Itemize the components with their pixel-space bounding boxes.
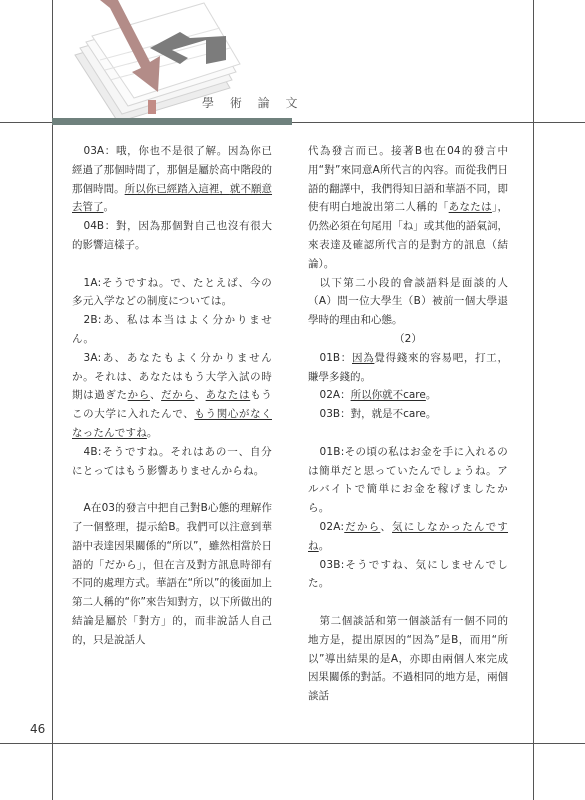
- dialogue-03A: 03A：哦，你也不是很了解。因為你已經過了那個時間了，那個是屬於高中階段的那個時間。所以你已經踏入這裡，就不願意去管了。: [72, 145, 273, 214]
- jp-line-02A: 02A:だから、気にしなかったんですね。: [308, 520, 509, 552]
- jp-line-3A: 3A:あ、あなたもよく分かりませんか。それは、あなたはもう大学入試の時期は過ぎたから、だから、あなたはもうこの大学に入れたんで、もう関心がなくなったんですね。: [72, 351, 273, 439]
- dialogue-02A: 02A：所以你就不care。: [319, 389, 437, 402]
- header-accent-bar: [52, 118, 292, 125]
- jp-line-4B: 4B:そうですね。それはあの一、自分にとってはもう影響ありませんからね。: [72, 445, 272, 477]
- jp-line-03B: 03B:そうですね、気にしませんでした。: [308, 558, 508, 590]
- jp-line-1A: 1A:そうですね。で、たとえば、今の多元入学などの制度については。: [72, 276, 272, 308]
- dialogue-04B: 04B：對，因為那個對自己也沒有很大的影響這樣子。: [72, 220, 272, 251]
- example-marker: （2）: [394, 332, 422, 345]
- dialogue-03B: 03B：對，就是不care。: [319, 408, 437, 421]
- bottom-frame-rule: [0, 743, 585, 744]
- analysis-paragraph-continued: 代為發言而已。接著B也在04的發言中用“對”來同意A所代言的內容。而從我們日語的翻譯中，我們得知日語和華語不同，即使有明白地說出第二人稱的「あなたは」，仍然必須在句尾用「ね」或其他的語氣詞，來表達及確認所代言的是對方的訊息（結論）。: [308, 145, 509, 270]
- jp-line-2B: 2B:あ、私は本当はよく分かりません。: [72, 314, 272, 345]
- left-column: [72, 142, 272, 650]
- section-label: 學 術 論 文: [202, 96, 304, 110]
- right-frame-rule: [533, 0, 534, 800]
- analysis-paragraph-2: 第二個談話和第一個談話有一個不同的地方是，提出原因的“因為”是B，而用“所以”導出結果的是A，亦即由兩個人來完成因果關係的對話。不過相同的地方是，兩個談話: [308, 614, 508, 703]
- jp-line-01B: 01B:その頃の私はお金を手に入れるのは簡単だと思っていたんでしょうね。アルバイトで簡単にお金を稼げましたから。: [308, 445, 508, 515]
- dialogue-01B: 01B：因為覺得錢來的容易吧，打工，賺學多錢的。: [308, 351, 508, 383]
- analysis-paragraph-1: A在03的發言中把自己對B心態的理解作了一個整理，提示給B。我們可以注意到華語中表達因果關係的“所以”，雖然相當於日語的「だから」，但在言及對方訊息時卻有不同的處理方式。華語在“所以”的後面加上第二人稱的“你”來告知對方，以下所做出的結論是屬於「對方」的，而非說話人自己的，只是說話人: [72, 502, 272, 646]
- page-number: 46: [30, 722, 46, 736]
- intro-paragraph-2: 以下第二小段的會談語料是面談的人（A）問一位大學生（B）被前一個大學退學時的理由和心態。: [308, 276, 508, 327]
- right-column: [308, 142, 508, 706]
